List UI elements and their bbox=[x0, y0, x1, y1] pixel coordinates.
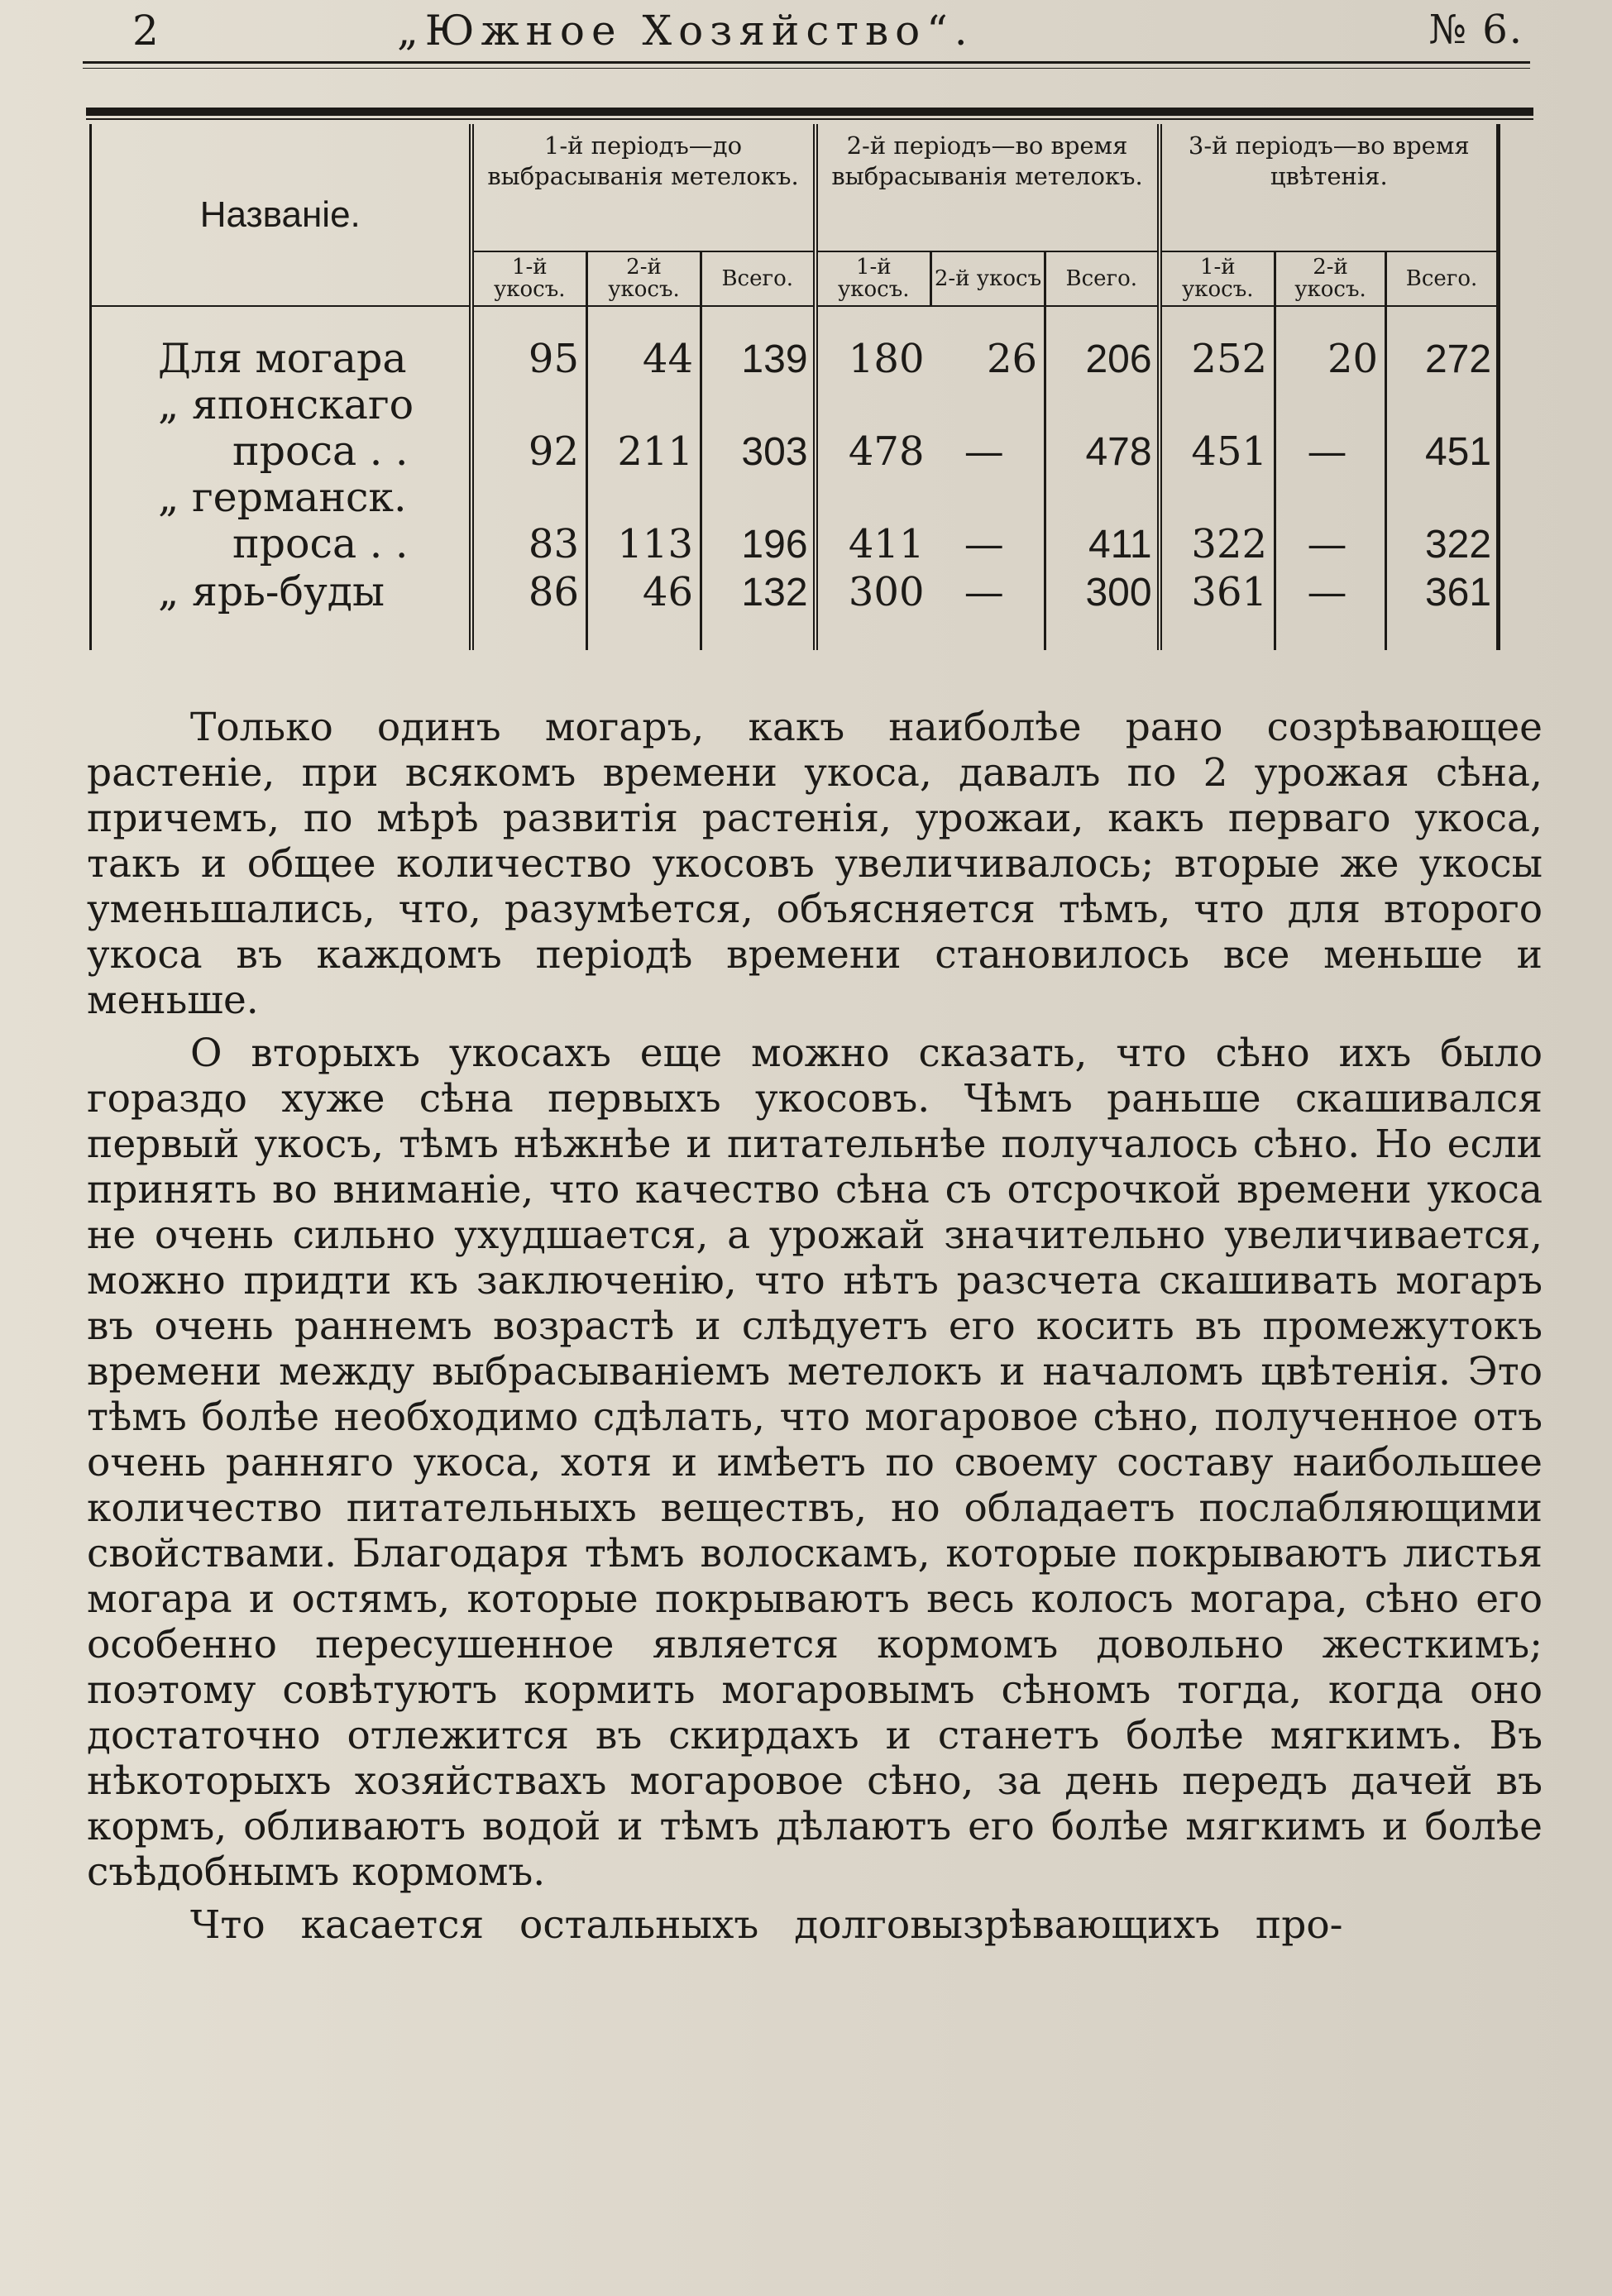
p3-total-header: Всего. bbox=[1386, 251, 1499, 306]
p1-total-header: Всего. bbox=[701, 251, 816, 306]
total-cell: 132 bbox=[701, 567, 816, 615]
period-3-header: 3-й періодъ—во время цвѣтенія. bbox=[1160, 124, 1499, 251]
cell: 86 bbox=[471, 567, 587, 615]
period-1-header: 1-й періодъ—до выбрасыванія метелокъ. bbox=[471, 124, 816, 251]
table-top-rule-thin bbox=[86, 118, 1533, 120]
header-rule-thin bbox=[83, 68, 1530, 69]
total-cell: 206 bbox=[1045, 306, 1160, 382]
cell: 180 bbox=[816, 306, 931, 382]
total-cell: 272 bbox=[1386, 306, 1499, 382]
cell: 95 bbox=[471, 306, 587, 382]
article-text bbox=[87, 705, 1543, 1948]
header-rule bbox=[83, 61, 1530, 64]
paragraph: Что касается остальныхъ долговызрѣвающихъ про- bbox=[190, 1902, 1343, 1948]
table-top-rule bbox=[86, 108, 1533, 116]
cell: 83 bbox=[471, 475, 587, 567]
cell: — bbox=[964, 569, 1004, 615]
period-2-header: 2-й періодъ—во время выбрасыванія метелокъ. bbox=[816, 124, 1160, 251]
total-cell: 303 bbox=[701, 382, 816, 475]
cell: 252 bbox=[1160, 306, 1275, 382]
total-cell: 451 bbox=[1386, 382, 1499, 475]
cell: — bbox=[1275, 382, 1386, 475]
journal-title: „Южное Хозяйство“. bbox=[397, 7, 974, 55]
p2-total-header: Всего. bbox=[1045, 251, 1160, 306]
total-cell: 478 bbox=[1045, 382, 1160, 475]
table-row bbox=[91, 475, 1499, 567]
paragraph: Только одинъ могаръ, какъ наиболѣе рано созрѣвающее растеніе, при всякомъ времени укоса, давалъ по 2 урожая сѣна, причемъ, по мѣрѣ развитія растенія, урожаи, какъ перваго укоса, такъ и общее количество укосовъ увеличивалось; вторые же укосы уменьшались, что, разумѣется, объясняется тѣмъ, что для второго укоса въ каждомъ періодѣ времени становилось все меньше и меньше. bbox=[87, 705, 1543, 1023]
cell: 46 bbox=[587, 567, 701, 615]
cell: — bbox=[1275, 475, 1386, 567]
row-name: „ японскаго проса . . bbox=[91, 382, 471, 475]
p2-cut1-header: 1-й укосъ. bbox=[816, 251, 931, 306]
p3-cut1-header: 1-й укосъ. bbox=[1160, 251, 1275, 306]
cell: 451 bbox=[1160, 382, 1275, 475]
total-cell: 322 bbox=[1386, 475, 1499, 567]
cell: — bbox=[964, 428, 1004, 475]
table-row bbox=[91, 567, 1499, 615]
cell: 113 bbox=[587, 475, 701, 567]
cell: 361 bbox=[1160, 567, 1275, 615]
cell: — bbox=[1275, 567, 1386, 615]
p1-cut2-header: 2-й укосъ. bbox=[587, 251, 701, 306]
total-cell: 411 bbox=[1045, 475, 1160, 567]
cell: 411 bbox=[816, 475, 931, 567]
cell: 322 bbox=[1160, 475, 1275, 567]
p3-cut2-header: 2-й укосъ. bbox=[1275, 251, 1386, 306]
cell: 26 bbox=[986, 336, 1038, 382]
total-cell: 196 bbox=[701, 475, 816, 567]
cell: 92 bbox=[471, 382, 587, 475]
total-cell: 361 bbox=[1386, 567, 1499, 615]
row-name: „ германск. проса . . bbox=[91, 475, 471, 567]
running-header bbox=[83, 7, 1530, 58]
cell: 300 bbox=[816, 567, 931, 615]
p1-cut1-header: 1-й укосъ. bbox=[471, 251, 587, 306]
row-name: Для могара bbox=[91, 306, 471, 382]
p2-cut2-header: 2-й укосъ bbox=[931, 251, 1045, 306]
table-spacer-row bbox=[91, 615, 1499, 650]
cell: 20 bbox=[1275, 306, 1386, 382]
table-row bbox=[91, 382, 1499, 475]
total-cell: 300 bbox=[1045, 567, 1160, 615]
hay-yield-table bbox=[89, 124, 1500, 650]
issue-number: № 6. bbox=[1428, 7, 1524, 53]
name-column-header: Названіе. bbox=[91, 124, 471, 306]
cell: 44 bbox=[587, 306, 701, 382]
cell: — bbox=[964, 521, 1004, 567]
cell: 478 bbox=[816, 382, 931, 475]
total-cell: 139 bbox=[701, 306, 816, 382]
paragraph: О вторыхъ укосахъ еще можно сказать, что сѣно ихъ было гораздо хуже сѣна первыхъ укосовъ. Чѣмъ раньше скашивался первый укосъ, тѣмъ нѣжнѣе и питательнѣе получалось сѣно. Но если принять во вниманіе, что качество сѣна съ отсрочкой времени укоса не очень сильно ухудшается, а урожай значительно увеличивается, можно придти къ заключенію, что нѣтъ разсчета скашивать могаръ въ очень раннемъ возрастѣ и слѣдуетъ его косить въ промежутокъ времени между выбрасываніемъ метелокъ и началомъ цвѣтенія. Это тѣмъ болѣе необходимо сдѣлать, что могаровое сѣно, полученное отъ очень ранняго укоса, хотя и имѣетъ по своему составу наибольшее количество питательныхъ веществъ, но обладаетъ послабляющими свойствами. Благодаря тѣмъ волоскамъ, которые покрываютъ листья могара и остямъ, которые покрываютъ весь колосъ могара, сѣно его особенно пересушенное является кормомъ довольно жесткимъ; поэтому совѣтуютъ кормить могаровымъ сѣномъ тогда, когда оно достаточно отлежится въ скирдахъ и станетъ болѣе мягкимъ. Въ нѣкоторыхъ хозяйствахъ могаровое сѣно, за день передъ дачей въ кормъ, обливаютъ водой и тѣмъ дѣлаютъ его болѣе мягкимъ и болѣе съѣдобнымъ кормомъ. bbox=[87, 1031, 1543, 1895]
table-row bbox=[91, 306, 1499, 382]
row-name: „ ярь-буды bbox=[91, 567, 471, 615]
page-number: 2 bbox=[132, 7, 160, 55]
cell: 211 bbox=[587, 382, 701, 475]
